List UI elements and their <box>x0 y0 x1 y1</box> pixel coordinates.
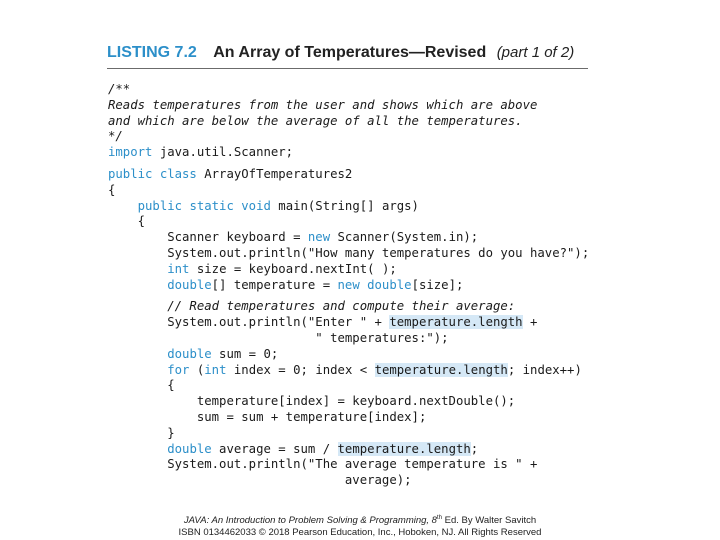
code-text: average = sum / <box>211 441 338 456</box>
code-line <box>108 199 588 215</box>
keyword: for <box>167 362 190 377</box>
code-line: Reads temperatures from the user and shows which are above <box>108 97 538 112</box>
keyword: int <box>167 261 190 276</box>
footer-book-title: JAVA: An Introduction to Problem Solving & Programming, 8 <box>183 515 437 527</box>
listing-title: An Array of Temperatures—Revised <box>213 44 487 61</box>
code-text: [] temperature = <box>211 277 338 292</box>
indent <box>108 262 167 276</box>
code-text: main(String[] args) <box>270 198 419 213</box>
footer-citation <box>0 512 720 539</box>
listing-part: (part 1 of 2) <box>496 44 575 61</box>
code-line: } <box>108 425 175 440</box>
code-line: { <box>108 182 116 197</box>
keyword: public class <box>108 166 197 181</box>
code-line: temperature[index] = keyboard.nextDouble(); <box>108 394 516 409</box>
code-text: ; <box>470 441 479 456</box>
footer-author: Ed. By Walter Savitch <box>441 515 537 527</box>
footer-superscript: th <box>436 515 442 521</box>
listing-label: LISTING 7.2 <box>107 44 197 61</box>
keyword: public static void <box>137 198 271 213</box>
code-listing <box>108 82 588 489</box>
indent <box>108 347 167 361</box>
code-line <box>108 278 588 294</box>
code-line: and which are below the average of all the temperatures. <box>108 113 523 128</box>
code-line <box>108 315 588 331</box>
listing-header <box>107 44 588 69</box>
code-line: System.out.println("The average temperature is " + <box>108 457 538 472</box>
code-text: System.out.println("Enter " + <box>108 315 390 330</box>
code-line <box>108 363 588 379</box>
code-text: ( <box>189 362 205 377</box>
code-text: java.util.Scanner; <box>152 145 294 160</box>
code-text: sum = 0; <box>211 346 279 361</box>
code-text: Scanner(System.in); <box>330 230 479 245</box>
keyword: import <box>108 145 153 160</box>
keyword: int <box>204 362 227 377</box>
code-line <box>108 230 588 246</box>
code-line <box>108 145 588 161</box>
indent <box>108 199 138 213</box>
footer-line-1 <box>0 512 720 527</box>
code-line <box>108 347 588 363</box>
code-text: ; index++) <box>507 362 582 377</box>
code-line: */ <box>108 129 123 144</box>
code-line <box>108 262 588 278</box>
highlight: temperature.length <box>389 315 523 330</box>
code-text: ArrayOfTemperatures2 <box>196 166 353 181</box>
code-line: " temperatures:"); <box>108 330 449 345</box>
code-comment: // Read temperatures and compute their average: <box>108 299 516 314</box>
indent <box>108 278 167 292</box>
highlight: temperature.length <box>374 362 508 377</box>
keyword: double <box>167 277 212 292</box>
code-line: { <box>108 214 146 229</box>
keyword: double <box>167 441 212 456</box>
code-line: System.out.println("How many temperatures do you have?"); <box>108 245 590 260</box>
keyword: new double <box>337 277 412 292</box>
indent <box>108 363 167 377</box>
code-text: Scanner keyboard = <box>108 230 308 245</box>
highlight: temperature.length <box>337 441 471 456</box>
code-line <box>108 167 588 183</box>
code-text: size = keyboard.nextInt( ); <box>189 261 397 276</box>
code-line <box>108 442 588 458</box>
indent <box>108 442 167 456</box>
keyword: double <box>167 346 212 361</box>
keyword: new <box>307 230 331 245</box>
code-line: { <box>108 378 175 393</box>
code-line: sum = sum + temperature[index]; <box>108 409 427 424</box>
code-line: average); <box>108 473 412 488</box>
code-text: [size]; <box>411 277 464 292</box>
footer-line-2: ISBN 0134462033 © 2018 Pearson Education, Inc., Hoboken, NJ. All Rights Reserved <box>178 527 542 539</box>
code-line: /** <box>108 82 131 96</box>
code-text: index = 0; index < <box>226 362 375 377</box>
code-text: + <box>522 315 538 330</box>
